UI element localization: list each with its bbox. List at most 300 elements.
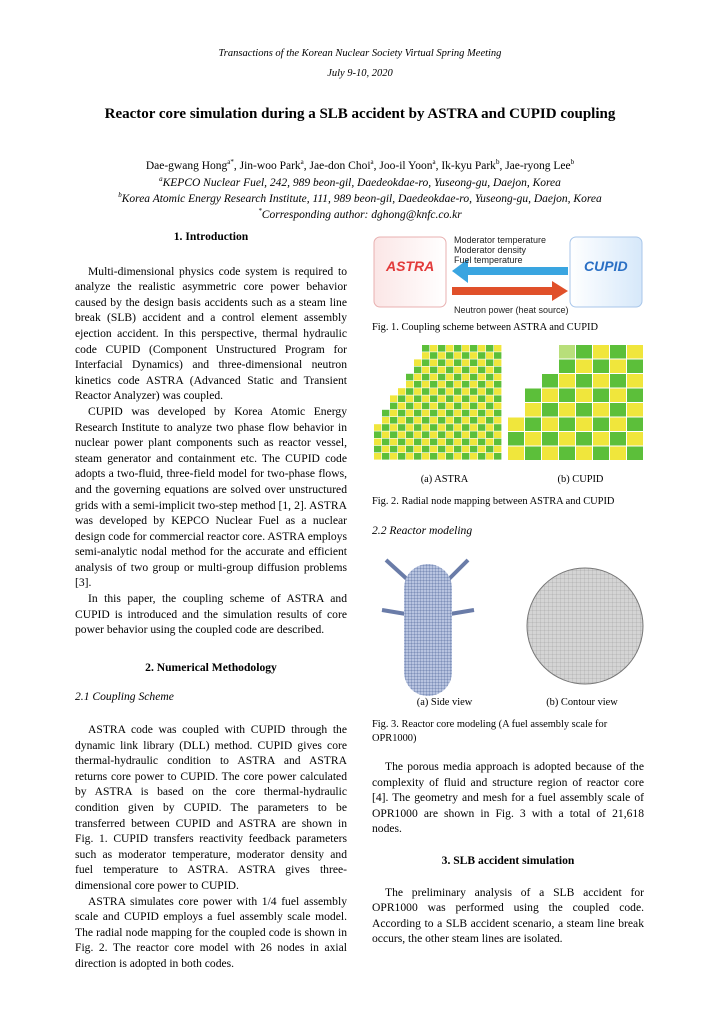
astra-node-cell [390,395,397,402]
astra-node-cell [462,381,469,388]
astra-node-cell [454,352,461,359]
astra-node-cell [462,431,469,438]
astra-node-cell [462,403,469,410]
astra-node-cell [406,446,413,453]
cupid-node-cell [508,447,524,461]
subsection-heading-coupling: 2.1 Coupling Scheme [75,690,174,704]
astra-node-cell [438,424,445,431]
cupid-node-cell [559,374,575,388]
astra-node-cell [422,453,429,460]
cupid-node-cell [610,345,626,359]
figure-3a-label: (a) Side view [416,697,473,708]
astra-node-cell [470,374,477,381]
astra-node-cell [470,352,477,359]
astra-node-cell [382,439,389,446]
astra-node-cell [486,388,493,395]
astra-node-cell [438,446,445,453]
author-name: Jae-ryong Lee [505,159,571,172]
astra-node-cell [406,439,413,446]
astra-node-cell [422,424,429,431]
astra-node-cell [414,424,421,431]
astra-node-cell [446,439,453,446]
astra-node-cell [382,410,389,417]
astra-node-cell [462,424,469,431]
right-column-text [372,759,644,947]
cupid-node-cell [559,432,575,446]
astra-node-cell [414,453,421,460]
astra-node-cell [390,446,397,453]
astra-node-cell [438,453,445,460]
astra-node-cell [382,453,389,460]
paragraph: ASTRA simulates core power with 1/4 fuel assembly scale and CUPID employs a fuel assembly scale model. The radial node mapping for the coupled code is shown in Fig. 2. The reactor core model with 26 nodes in axial direction is adopted in both codes. [75,894,347,970]
affiliation-a: $^a$KEPCO Nuclear Fuel, 242, 989 beon-gil, Daedeokdae-ro, Yuseong-gu, Daejon, Korea [159,175,561,189]
astra-node-cell [486,367,493,374]
astra-node-cell [486,345,493,352]
astra-node-cell [374,424,381,431]
astra-node-cell [414,446,421,453]
astra-node-cell [430,367,437,374]
cupid-node-cell [593,447,609,461]
astra-node-cell [430,388,437,395]
astra-node-cell [446,403,453,410]
astra-node-cell [486,403,493,410]
astra-node-cell [438,359,445,366]
cupid-node-cell [576,345,592,359]
astra-node-cell [438,381,445,388]
cupid-node-cell [627,345,643,359]
astra-node-cell [430,395,437,402]
astra-node-cell [446,395,453,402]
astra-node-cell [470,395,477,402]
astra-node-cell [478,367,485,374]
astra-node-cell [438,374,445,381]
cupid-node-cell [610,447,626,461]
astra-node-cell [438,431,445,438]
astra-node-cell [422,388,429,395]
astra-node-cell [494,359,501,366]
paragraph: Multi-dimensional physics code system is required to analyze the realistic asymmetric core power behavior caused by the design basis accidents such as a steam line break (SLB) accident and a control element assembly ejection accident. In this perspective, thermal hydraulic code CUPID (Component Unstructured Program for Interfacial Dynamics) and three-dimensional neutron kinetics code ASTRA (Advanced Static and Transient Reactor Analyzer) was coupled. [75,264,347,403]
astra-node-cell [430,374,437,381]
author-name: Jin-woo Park [239,159,301,172]
astra-node-cell [406,374,413,381]
astra-node-cell [430,439,437,446]
paragraph: CUPID was developed by Korea Atomic Energy Research Institute to analyze two phase flow behavior in nuclear power plant components such as reactor vessel, steam generator and containment etc. The CUPID code adopts a two-fluid, three-field model for two-phase flows, and the governing equations are solved over unstructured grids with a semi-implicit two-step method [1, 2]. ASTRA was developed by KEPCO Nuclear Fuel as a nuclear design code for commercial reactor core. ASTRA employs semi-analytic nodal method for the accurate and efficient analysis of two group or multi-group diffusion problems [3]. [75,404,347,590]
astra-node-cell [446,345,453,352]
author-affiliation-mark: b [570,158,575,166]
astra-node-cell [398,424,405,431]
cupid-node-cell [542,374,558,388]
astra-node-cell [494,417,501,424]
astra-node-cell [414,388,421,395]
cupid-node-cell [627,389,643,403]
astra-node-cell [494,367,501,374]
cupid-node-cell [593,403,609,417]
conference-name: Transactions of the Korean Nuclear Society Virtual Spring Meeting [218,48,502,59]
astra-node-cell [454,403,461,410]
astra-node-cell [494,403,501,410]
astra-node-cell [470,403,477,410]
astra-node-cell [422,431,429,438]
astra-node-cell [454,388,461,395]
astra-node-cell [430,417,437,424]
astra-node-cell [406,388,413,395]
cupid-node-cell [542,389,558,403]
label-neutron-power: Neutron power (heat source) [454,305,569,315]
astra-node-cell [494,374,501,381]
section-heading-methodology: 2. Numerical Methodology [145,660,277,674]
astra-node-cell [446,359,453,366]
astra-node-cell [438,410,445,417]
astra-node-cell [382,424,389,431]
astra-node-cell [486,424,493,431]
astra-node-cell [462,388,469,395]
astra-node-cell [446,388,453,395]
astra-node-cell [446,410,453,417]
astra-node-cell [406,453,413,460]
astra-node-cell [494,410,501,417]
astra-node-cell [422,352,429,359]
astra-node-cell [374,453,381,460]
astra-node-cell [406,410,413,417]
figure-2-node-mapping [372,341,644,467]
astra-node-cell [454,345,461,352]
astra-node-cell [470,446,477,453]
astra-node-cell [422,417,429,424]
astra-node-cell [398,388,405,395]
astra-node-cell [478,359,485,366]
astra-node-cell [438,352,445,359]
arrow-to-cupid [452,281,568,301]
cupid-node-cell [542,432,558,446]
astra-node-cell [438,367,445,374]
author-list: Dae-gwang Hong$^{a*}$, Jin-woo Park$^a$, Jae-don Choi$^a$, Joo-il Yoon$^a$, Ik-kyu Park$^b$, Jae-ryong Lee$^b$ [145,158,575,172]
cupid-node-cell [576,432,592,446]
astra-node-cell [422,374,429,381]
cupid-label: CUPID [584,258,628,274]
astra-node-cell [470,417,477,424]
cupid-node-cell [593,389,609,403]
author-name: Jae-don Choi [309,159,371,172]
astra-node-cell [462,446,469,453]
astra-node-cell [438,395,445,402]
astra-node-cell [430,359,437,366]
astra-node-cell [398,403,405,410]
astra-node-cell [390,424,397,431]
cupid-node-cell [559,345,575,359]
astra-node-cell [454,417,461,424]
cupid-node-cell [576,374,592,388]
subsection-heading-reactor-modeling: 2.2 Reactor modeling [372,524,473,537]
astra-node-cell [414,403,421,410]
astra-node-cell [478,431,485,438]
cupid-node-cell [559,389,575,403]
author-affiliation-mark: b [495,158,500,166]
figure-1-coupling-scheme [372,229,644,315]
astra-node-cell [470,424,477,431]
astra-node-cell [454,359,461,366]
astra-node-cell [454,395,461,402]
astra-node-cell [374,439,381,446]
paragraph: The preliminary analysis of a SLB accident for OPR1000 was performed using the coupled code. According to a SLB accident scenario, a steam line break occurs, the other steam lines are isolated. [372,885,644,946]
astra-node-cell [438,403,445,410]
astra-node-cell [478,439,485,446]
astra-node-cell [454,446,461,453]
astra-node-cell [494,431,501,438]
astra-node-cell [470,410,477,417]
cupid-node-cell [559,447,575,461]
cupid-node-cell [610,360,626,374]
cupid-node-cell [542,447,558,461]
astra-node-cell [430,403,437,410]
figure-3-reactor-model [372,550,644,696]
astra-node-grid [374,345,501,460]
astra-node-cell [414,439,421,446]
astra-node-cell [470,431,477,438]
astra-node-cell [470,345,477,352]
astra-node-cell [478,395,485,402]
astra-node-cell [494,424,501,431]
author-affiliation-mark: a [432,158,436,166]
astra-node-cell [470,453,477,460]
cupid-node-cell [559,403,575,417]
cupid-node-cell [525,447,541,461]
astra-node-cell [406,395,413,402]
cupid-node-cell [610,403,626,417]
astra-node-cell [486,453,493,460]
astra-node-cell [486,395,493,402]
astra-node-cell [422,403,429,410]
astra-node-cell [478,352,485,359]
astra-node-cell [462,453,469,460]
astra-node-cell [390,431,397,438]
astra-node-cell [462,395,469,402]
astra-node-cell [390,403,397,410]
astra-node-cell [478,381,485,388]
astra-node-cell [438,417,445,424]
astra-node-cell [478,345,485,352]
astra-node-cell [430,381,437,388]
astra-node-cell [494,453,501,460]
figure-2b-label: (b) CUPID [557,474,604,485]
cupid-node-cell [593,360,609,374]
astra-node-cell [462,345,469,352]
cupid-node-cell [508,432,524,446]
astra-node-cell [478,417,485,424]
astra-node-cell [382,446,389,453]
cupid-node-cell [525,418,541,432]
cupid-node-cell [542,403,558,417]
figure-2-caption: Fig. 2. Radial node mapping between ASTRA and CUPID [372,496,615,507]
author-affiliation-mark: a [300,158,304,166]
figure-3-caption: Fig. 3. Reactor core modeling (A fuel assembly scale for OPR1000) [372,719,608,744]
figure-1-caption: Fig. 1. Coupling scheme between ASTRA and CUPID [372,322,598,333]
astra-node-cell [486,439,493,446]
astra-node-cell [406,424,413,431]
astra-node-cell [454,431,461,438]
astra-node-cell [406,417,413,424]
astra-node-cell [454,367,461,374]
astra-node-cell [398,417,405,424]
astra-node-cell [398,431,405,438]
cupid-node-cell [593,374,609,388]
astra-node-cell [406,403,413,410]
cupid-node-cell [627,374,643,388]
cupid-node-cell [576,447,592,461]
astra-node-cell [494,395,501,402]
astra-node-cell [430,431,437,438]
label-moderator-temperature: Moderator temperature [454,235,547,245]
astra-node-cell [470,359,477,366]
astra-node-cell [486,431,493,438]
astra-node-cell [462,417,469,424]
astra-node-cell [430,424,437,431]
astra-node-cell [478,424,485,431]
astra-node-cell [478,453,485,460]
section-heading-slb: 3. SLB accident simulation [441,853,575,867]
paragraph: The porous media approach is adopted because of the complexity of fluid and structure region of reactor core [4]. The geometry and mesh for a fuel assembly scale of OPR1000 are shown in Fig. 3 with a total of 21,618 nodes. [372,760,644,836]
astra-node-cell [486,446,493,453]
cupid-node-cell [576,418,592,432]
astra-node-cell [478,410,485,417]
astra-node-cell [486,381,493,388]
astra-node-cell [422,446,429,453]
astra-node-cell [454,374,461,381]
astra-node-cell [374,446,381,453]
astra-node-cell [414,374,421,381]
section-heading-introduction: 1. Introduction [173,230,249,243]
paragraph: In this paper, the coupling scheme of ASTRA and CUPID is introduced and the simulation results of core power behavior using the coupled code are described. [75,592,347,637]
astra-node-cell [462,374,469,381]
astra-node-cell [486,359,493,366]
cupid-node-cell [559,418,575,432]
astra-node-cell [398,395,405,402]
astra-node-cell [454,410,461,417]
astra-node-cell [422,395,429,402]
astra-node-cell [446,424,453,431]
astra-node-cell [478,403,485,410]
astra-node-cell [422,439,429,446]
astra-node-cell [494,352,501,359]
cupid-node-cell [593,432,609,446]
label-moderator-density: Moderator density [454,245,527,255]
astra-node-cell [446,352,453,359]
astra-node-cell [430,453,437,460]
astra-node-cell [398,439,405,446]
astra-node-cell [414,431,421,438]
astra-node-cell [462,359,469,366]
cupid-node-cell [542,418,558,432]
astra-node-cell [446,381,453,388]
label-fuel-temperature: Fuel temperature [454,255,523,265]
astra-node-cell [470,381,477,388]
cupid-node-cell [610,418,626,432]
astra-node-cell [430,446,437,453]
author-name: Dae-gwang Hong [145,159,228,172]
astra-node-cell [422,410,429,417]
cupid-node-cell [593,418,609,432]
astra-node-cell [470,439,477,446]
astra-node-cell [422,381,429,388]
cupid-node-cell [508,418,524,432]
astra-node-cell [414,381,421,388]
cupid-node-cell [525,389,541,403]
astra-node-cell [494,345,501,352]
astra-node-cell [430,352,437,359]
astra-node-cell [478,388,485,395]
astra-node-cell [486,352,493,359]
astra-node-cell [486,374,493,381]
astra-node-cell [390,417,397,424]
cupid-node-cell [627,418,643,432]
astra-node-cell [446,417,453,424]
cupid-node-cell [627,403,643,417]
astra-node-cell [438,439,445,446]
reactor-contour-view [527,568,643,684]
left-column [75,229,347,972]
astra-node-cell [470,388,477,395]
conference-date: July 9-10, 2020 [327,68,393,79]
astra-node-cell [454,453,461,460]
cupid-node-cell [525,403,541,417]
astra-node-cell [430,410,437,417]
astra-node-cell [414,359,421,366]
astra-node-cell [438,388,445,395]
astra-node-cell [462,367,469,374]
corresponding-author: *Corresponding author: dghong@knfc.co.kr [258,207,462,221]
astra-node-cell [390,453,397,460]
astra-node-cell [446,453,453,460]
cupid-node-cell [627,360,643,374]
astra-node-cell [414,367,421,374]
astra-node-cell [454,381,461,388]
astra-node-cell [462,352,469,359]
astra-node-cell [494,439,501,446]
affiliation-b: $^b$Korea Atomic Energy Research Institute, 111, 989 beon-gil, Daedeokdae-ro, Yuseong-gu, Daejon, Korea [118,191,602,205]
astra-node-cell [446,374,453,381]
cupid-node-grid [508,345,643,460]
astra-node-cell [390,439,397,446]
astra-node-cell [414,417,421,424]
author-name: Joo-il Yoon [379,159,433,172]
paper-title: Reactor core simulation during a SLB accident by ASTRA and CUPID coupling [104,106,616,122]
astra-node-cell [438,345,445,352]
astra-node-cell [398,410,405,417]
astra-node-cell [478,446,485,453]
astra-node-cell [398,446,405,453]
astra-node-cell [446,431,453,438]
astra-node-cell [422,345,429,352]
astra-node-cell [494,388,501,395]
astra-node-cell [478,374,485,381]
astra-node-cell [374,431,381,438]
astra-node-cell [494,446,501,453]
astra-node-cell [462,439,469,446]
astra-node-cell [494,381,501,388]
astra-node-cell [406,381,413,388]
paragraph: ASTRA code was coupled with CUPID through the dynamic link library (DLL) method. CUPID gives core thermal-hydraulic condition to ASTRA and ASTRA returns core power to CUPID. The core power calculated by ASTRA is based on the core thermal-hydraulic condition given by CUPID. The parameters to be transferred between CUPID and ASTRA are shown in Fig. 1. CUPID transfers reactivity feedback parameters such as moderator temperature, moderator density and fuel temperature to ASTRA. ASTRA gives three-dimensional core power to CUPID. [75,723,347,892]
astra-node-cell [454,439,461,446]
author-name: Ik-kyu Park [441,159,496,172]
astra-node-cell [486,417,493,424]
cupid-node-cell [576,389,592,403]
cupid-node-cell [593,345,609,359]
astra-label: ASTRA [386,258,435,274]
astra-node-cell [406,431,413,438]
figure-3b-label: (b) Contour view [546,697,618,708]
cupid-node-cell [610,432,626,446]
cupid-node-cell [627,432,643,446]
cupid-node-cell [610,374,626,388]
